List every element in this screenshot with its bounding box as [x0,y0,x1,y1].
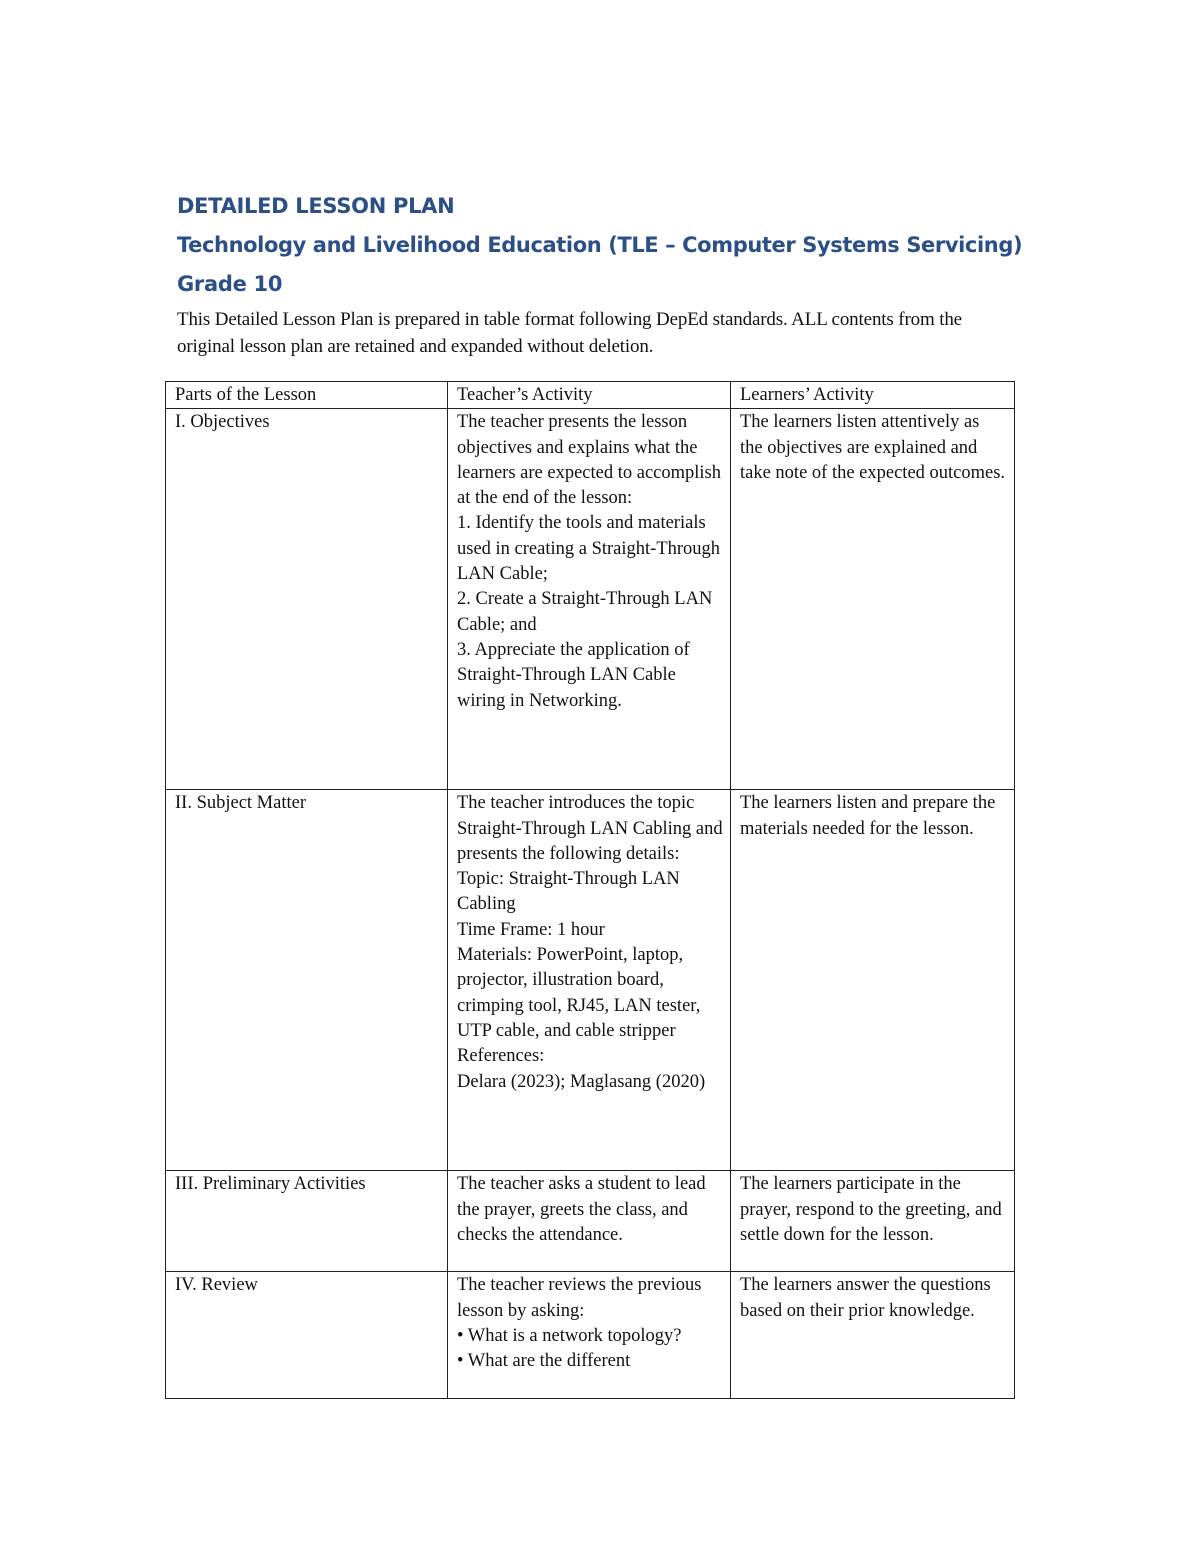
table-row [166,1171,1015,1272]
teacher-activity-line: • What are the different [457,1351,631,1372]
lesson-plan-table [165,381,1015,1399]
document-title: DETAILED LESSON PLAN [177,194,455,218]
teacher-activity-line: • What is a network topology? [457,1325,682,1346]
teacher-activity-line: 1. Identify the tools and materials used in creating a Straight-Through LAN Cable; [457,513,721,585]
table-header-row [166,382,1015,409]
teacher-activity-line: Materials: PowerPoint, laptop, projector, illustration board, crimping tool, RJ45, LAN tester, UTP cable, and cable stripper [457,945,701,1041]
table-row [166,409,1015,790]
teacher-activity-line: Time Frame: 1 hour [457,919,605,940]
teacher-activity-line: References: [457,1046,545,1067]
teacher-activity-line: 2. Create a Straight-Through LAN Cable; and [457,589,713,635]
teacher-activity-line: Delara (2023); Maglasang (2020) [457,1071,706,1092]
teacher-activity-cell [448,790,731,1171]
teacher-activity-line: The teacher asks a student to lead the prayer, greets the class, and checks the attendance. [457,1174,706,1245]
teacher-activity-line: The teacher introduces the topic Straight-Through LAN Cabling and presents the following details: [457,793,723,864]
part-cell: I. Objectives [166,409,448,790]
learners-activity-cell: The learners listen attentively as the objectives are explained and take note of the expected outcomes. [731,409,1015,790]
document-subject: Technology and Livelihood Education (TLE – Computer Systems Servicing) [177,233,1023,257]
table-row [166,790,1015,1171]
teacher-activity-cell [448,1272,731,1399]
column-header-learners: Learners’ Activity [731,382,1015,409]
part-cell: IV. Review [166,1272,448,1399]
teacher-activity-line: The teacher reviews the previous lesson by asking: [457,1275,702,1321]
learners-activity-cell: The learners listen and prepare the materials needed for the lesson. [731,790,1015,1171]
teacher-activity-cell [448,409,731,790]
column-header-parts: Parts of the Lesson [166,382,448,409]
teacher-activity-line: The teacher presents the lesson objectives and explains what the learners are expected to accomplish at the end of the lesson: [457,412,722,509]
teacher-activity-cell [448,1171,731,1272]
learners-activity-cell: The learners participate in the prayer, respond to the greeting, and settle down for the lesson. [731,1171,1015,1272]
part-cell: III. Preliminary Activities [166,1171,448,1272]
teacher-activity-line: 3. Appreciate the application of Straight-Through LAN Cable wiring in Networking. [457,639,690,711]
learners-activity-cell: The learners answer the questions based on their prior knowledge. [731,1272,1015,1399]
table-row [166,1272,1015,1399]
document-grade: Grade 10 [177,272,283,296]
column-header-teacher: Teacher’s Activity [448,382,731,409]
intro-paragraph: This Detailed Lesson Plan is prepared in table format following DepEd standards. ALL contents from the original lesson plan are retained and expanded without deletion. [177,309,962,357]
part-cell: II. Subject Matter [166,790,448,1171]
teacher-activity-line: Topic: Straight-Through LAN Cabling [457,869,680,915]
